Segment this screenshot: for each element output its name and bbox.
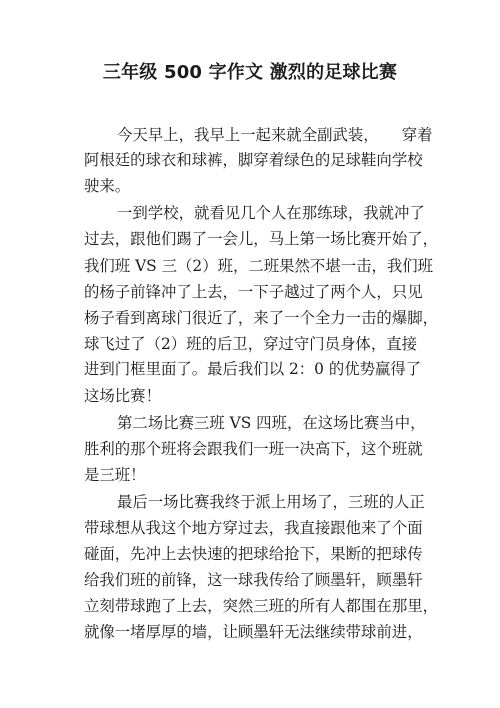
essay-line: 今天早上，我早上一起来就全副武装， 穿着 xyxy=(117,126,433,144)
essay-line: 我们班 VS 三（2）班，二班果然不堪一击，我们班 xyxy=(84,257,434,275)
essay-line: 带球想从我这个地方穿过去，我直接跟他来了个面 xyxy=(84,519,423,537)
essay-line: 就像一堵厚厚的墙，让顾墨轩无法继续带球前进， xyxy=(84,623,423,641)
essay-line: 立刻带球跑了上去，突然三班的所有人都围在那里， xyxy=(84,597,438,615)
essay-line: 进到门框里面了。最后我们以 2：0 的优势赢得了 xyxy=(84,360,422,378)
essay-line: 是三班！ xyxy=(84,466,146,484)
essay-line: 这场比赛！ xyxy=(84,387,161,405)
essay-line: 第二场比赛三班 VS 四班，在这场比赛当中， xyxy=(117,414,426,432)
essay-line: 阿根廷的球衣和球裤，脚穿着绿色的足球鞋向学校 xyxy=(84,151,423,169)
essay-line: 的杨子前锋冲了上去，一下子越过了两个人，只见 xyxy=(84,283,423,301)
essay-line: 一到学校，就看见几个人在那练球，我就冲了 xyxy=(117,204,425,222)
essay-line: 碰面，先冲上去快速的把球给抢下，果断的把球传 xyxy=(84,545,423,563)
essay-line: 胜利的那个班将会跟我们一班一决高下，这个班就 xyxy=(84,440,423,458)
essay-line: 驶来。 xyxy=(84,177,131,195)
essay-line: 过去，跟他们踢了一会儿，马上第一场比赛开始了， xyxy=(84,230,438,248)
essay-line: 给我们班的前锋，这一球我传给了顾墨轩，顾墨轩 xyxy=(84,571,423,589)
essay-line: 最后一场比赛我终于派上用场了，三班的人正 xyxy=(117,493,425,511)
essay-title: 三年级 500 字作文 激烈的足球比赛 xyxy=(102,62,398,83)
essay-line: 杨子看到离球门很近了，来了一个全力一击的爆脚， xyxy=(84,309,438,327)
essay-line: 球飞过了（2）班的后卫，穿过守门员身体，直接 xyxy=(84,335,417,353)
